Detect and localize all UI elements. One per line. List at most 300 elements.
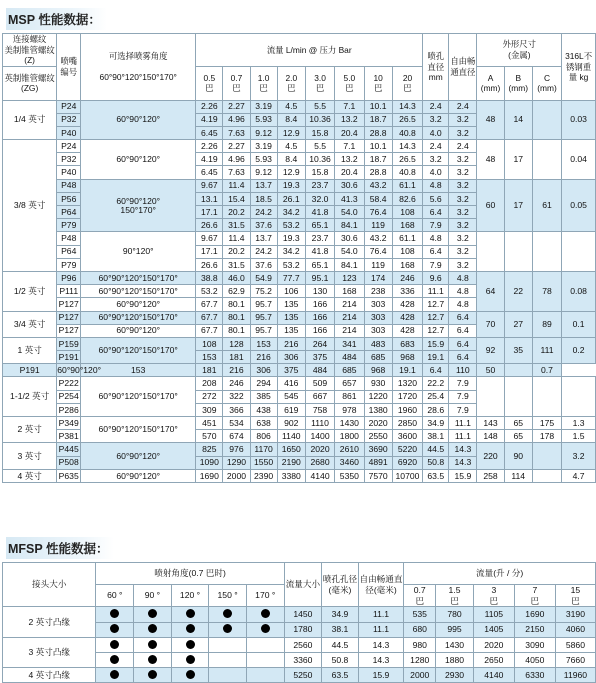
free-passage-diameter: 11.1: [449, 417, 477, 430]
flow-value: 9.12: [250, 126, 277, 139]
angle-availability-cell: [171, 668, 209, 683]
spray-angles: 60°90°120°: [57, 365, 102, 376]
nozzle-number: P159: [58, 338, 79, 349]
dimension-b: 27: [504, 311, 532, 337]
flow-value: 28.8: [364, 126, 392, 139]
orifice-diameter: 25.4: [423, 390, 449, 403]
connection-size-cell: [3, 469, 57, 482]
connection-size: 1-1/2 英寸: [10, 391, 50, 402]
mfsp-flow-value: 2650: [473, 653, 514, 668]
weight-value: 1.5: [562, 430, 596, 443]
weight-value: 3.2: [562, 443, 596, 469]
orifice-diameter: 22.2: [423, 377, 449, 390]
orifice-diameter: 4.0: [423, 126, 449, 139]
dimension-c: 78: [532, 271, 561, 311]
msp-col-free-passage: 自由畅通直径: [449, 34, 477, 101]
dimension-b: 14: [504, 100, 532, 140]
angle-availability-cell: [209, 668, 247, 683]
dimension-c: 61: [532, 179, 561, 232]
connection-size-cell: [3, 140, 57, 272]
angle-availability-cell: [134, 622, 172, 637]
orifice-diameter: 6.4: [423, 206, 449, 219]
spray-angles-cell: [81, 324, 196, 337]
flow-value: 8.4: [277, 153, 305, 166]
dimension-a: 148: [477, 430, 504, 443]
flow-value: 1430: [335, 417, 364, 430]
pressure-value: 2.0: [285, 72, 298, 83]
flow-value: 674: [223, 430, 250, 443]
flow-value: 26.5: [392, 153, 422, 166]
weight-value: [562, 232, 596, 272]
dimension-a: 143: [477, 417, 504, 430]
angle-availability-cell: [96, 653, 134, 668]
flow-value: 246: [223, 377, 250, 390]
pressure-unit: 巴: [403, 83, 412, 93]
mfsp-flow-size: 1450: [284, 607, 322, 622]
available-dot-icon: [186, 670, 195, 679]
flow-value: 11.4: [223, 179, 250, 192]
flow-value: 6.45: [196, 126, 223, 139]
msp-pressure-header: [250, 66, 277, 100]
spray-angles: 60°90°120°150°170°: [98, 312, 178, 323]
nozzle-number: P381: [58, 430, 79, 441]
dimension-a: 48: [477, 100, 504, 140]
nozzle-number: P32: [57, 113, 81, 126]
free-passage-diameter: 3.2: [449, 206, 477, 219]
msp-pressure-header: [196, 66, 223, 100]
free-passage-diameter: 6.4: [423, 364, 449, 377]
nozzle-number: P111: [57, 285, 81, 298]
mfsp-free-passage: 14.3: [358, 653, 404, 668]
flow-value: 5220: [392, 443, 422, 456]
available-dot-icon: [186, 640, 195, 649]
orifice-diameter: 7.9: [423, 219, 449, 232]
flow-value: 9.67: [196, 179, 223, 192]
mfsp-flow-value: 1430: [436, 637, 474, 652]
dimension-a: 110: [449, 364, 477, 377]
mfsp-col-free: 自由畅通直径(毫米): [358, 563, 404, 607]
dimension-b: 114: [504, 469, 532, 482]
flow-value: 168: [335, 285, 364, 298]
flow-value: 37.6: [250, 219, 277, 232]
orifice-diameter: 12.7: [423, 324, 449, 337]
flow-value: 451: [196, 417, 223, 430]
dimension-a: [477, 377, 504, 417]
msp-table-row: [3, 443, 596, 456]
flow-value: 306: [250, 364, 277, 377]
angle-availability-cell: [246, 653, 284, 668]
pressure-unit: 巴: [232, 83, 241, 93]
mfsp-flow-size: 5250: [284, 668, 322, 683]
spray-angles-cell: [81, 271, 196, 284]
available-dot-icon: [261, 624, 270, 633]
angle-availability-cell: [171, 637, 209, 652]
mfsp-connection-size: 3 英寸凸缘: [3, 637, 96, 667]
flow-value: 2000: [223, 469, 250, 482]
msp-section-title: MSP 性能数据：: [6, 8, 107, 30]
mfsp-col-connection: 接头大小: [3, 563, 96, 607]
flow-value: 5350: [335, 469, 364, 482]
flow-value: 80.1: [223, 311, 250, 324]
flow-value: 40.8: [392, 166, 422, 179]
dimension-b: [504, 377, 532, 417]
msp-pressure-header: [364, 66, 392, 100]
flow-value: 12.9: [277, 166, 305, 179]
flow-value: 181: [223, 351, 250, 364]
dimension-a: [477, 232, 504, 272]
nozzle-number: P349: [58, 417, 79, 428]
flow-value: 2190: [277, 456, 305, 469]
msp-table-row: [3, 417, 596, 430]
orifice-diameter: 7.9: [423, 258, 449, 271]
weight-value: 0.1: [562, 311, 596, 337]
flow-value: 130: [305, 285, 334, 298]
pressure-unit: 巴: [259, 83, 268, 93]
dim-letter: A: [487, 72, 494, 83]
dimension-a: 258: [477, 469, 504, 482]
nozzle-number: P96: [57, 271, 81, 284]
flow-value: 5.93: [250, 113, 277, 126]
flow-value: 2020: [305, 443, 334, 456]
flow-value: 54.9: [250, 271, 277, 284]
dimension-b: 65: [504, 417, 532, 430]
flow-value: 77.7: [277, 271, 305, 284]
dimension-a: 48: [477, 140, 504, 180]
flow-value: 95.7: [250, 324, 277, 337]
flow-value: 58.4: [364, 192, 392, 205]
weight-value: 1.3: [562, 417, 596, 430]
connection-size-cell: [3, 443, 57, 469]
msp-table-row: [3, 100, 596, 113]
flow-value: 1110: [305, 417, 334, 430]
mfsp-flow-value: 1880: [436, 653, 474, 668]
pressure-unit: 巴: [530, 595, 540, 606]
dimension-c: 178: [532, 430, 561, 443]
pressure-unit: 巴: [205, 83, 214, 93]
spray-angles-cell: [81, 232, 196, 272]
weight-value: 0.05: [562, 179, 596, 232]
dimension-a: 220: [477, 443, 504, 469]
flow-value: 13.1: [196, 192, 223, 205]
mfsp-orifice: 50.8: [322, 653, 358, 668]
flow-value: 2390: [250, 469, 277, 482]
flow-value: 428: [392, 311, 422, 324]
flow-value: 15.8: [305, 166, 334, 179]
available-dot-icon: [110, 609, 119, 618]
mfsp-flow-value: 4050: [514, 653, 555, 668]
connection-size: 2 英寸: [17, 424, 42, 435]
flow-value: 272: [196, 390, 223, 403]
flow-value: 2550: [364, 430, 392, 443]
flow-value: 20.4: [335, 166, 364, 179]
flow-value: 930: [364, 377, 392, 390]
free-passage-diameter: 6.4: [449, 351, 477, 364]
flow-value: 306: [277, 351, 305, 364]
mfsp-flow-value: 1690: [514, 607, 555, 622]
flow-value: 168: [392, 219, 422, 232]
mfsp-angle-header: 170 °: [246, 585, 284, 607]
mfsp-table-row: [3, 668, 596, 683]
flow-value: 15.8: [305, 126, 334, 139]
orifice-diameter: 5.6: [423, 192, 449, 205]
mfsp-flow-value: 6330: [514, 668, 555, 683]
free-passage-diameter: 3.2: [449, 192, 477, 205]
spray-angles: 60°90°120°: [116, 154, 161, 165]
flow-value: 5.5: [305, 100, 334, 113]
flow-value: 861: [335, 390, 364, 403]
mfsp-flow-value: 2000: [404, 668, 436, 683]
msp-table-row: [3, 179, 596, 192]
free-passage-diameter: 7.9: [449, 377, 477, 390]
orifice-diameter: 19.1: [423, 351, 449, 364]
mfsp-angle-header: 120 °: [171, 585, 209, 607]
orifice-diameter: 50.8: [423, 456, 449, 469]
nozzle-number: P127: [58, 299, 79, 310]
flow-value: 1290: [223, 456, 250, 469]
flow-value: 30.6: [335, 179, 364, 192]
flow-value: 53.2: [277, 219, 305, 232]
flow-value: 20.4: [335, 126, 364, 139]
flow-value: 23.7: [305, 232, 334, 245]
spray-angles-cell: [81, 469, 196, 482]
flow-value: 4.5: [277, 140, 305, 153]
flow-value: 32.0: [305, 192, 334, 205]
orifice-diameter: 11.1: [423, 285, 449, 298]
flow-value: 23.7: [305, 179, 334, 192]
flow-value: 484: [335, 351, 364, 364]
flow-value: 13.7: [250, 179, 277, 192]
flow-value: 108: [392, 245, 422, 258]
msp-col-uk-thread: 英制锥管螺纹(ZG): [3, 66, 57, 100]
mfsp-pressure-header: [404, 585, 436, 607]
flow-value: 375: [277, 364, 305, 377]
connection-size-cell: [3, 100, 57, 140]
available-dot-icon: [148, 655, 157, 664]
flow-value: 153: [250, 337, 277, 350]
flow-value: 216: [277, 337, 305, 350]
angle-availability-cell: [134, 668, 172, 683]
flow-value: 1800: [335, 430, 364, 443]
available-dot-icon: [186, 609, 195, 618]
flow-value: 19.3: [277, 232, 305, 245]
flow-value: 166: [305, 298, 334, 311]
free-passage-diameter: 3.2: [449, 113, 477, 126]
flow-value: 20.2: [223, 245, 250, 258]
dimension-b: 17: [504, 179, 532, 232]
orifice-diameter: 9.6: [423, 271, 449, 284]
flow-value: 41.3: [335, 192, 364, 205]
msp-dim-header: [504, 66, 532, 100]
flow-value: 322: [223, 390, 250, 403]
flow-value: 34.2: [277, 245, 305, 258]
pressure-value: 0.7: [230, 72, 243, 83]
flow-value: 214: [335, 311, 364, 324]
available-dot-icon: [186, 655, 195, 664]
pressure-value: 5.0: [343, 72, 356, 83]
pressure-value: 20: [402, 72, 413, 83]
flow-value: 375: [305, 351, 334, 364]
flow-value: 10.1: [364, 100, 392, 113]
flow-value: 82.6: [392, 192, 422, 205]
msp-table-row: [3, 140, 596, 153]
msp-table-row: [3, 232, 596, 245]
orifice-diameter: 4.0: [423, 166, 449, 179]
flow-value: 135: [277, 324, 305, 337]
pressure-value: 1.0: [257, 72, 270, 83]
pressure-unit: 巴: [489, 595, 499, 606]
flow-value: 95.7: [250, 298, 277, 311]
pressure-value: 3.0: [314, 72, 326, 83]
free-passage-diameter: 2.4: [449, 100, 477, 113]
flow-value: 303: [364, 298, 392, 311]
connection-size: 3/4 英寸: [13, 318, 46, 329]
flow-value: 5.5: [305, 140, 334, 153]
mfsp-flow-value: 780: [436, 607, 474, 622]
flow-value: 80.1: [223, 298, 250, 311]
free-passage-diameter: 3.2: [449, 126, 477, 139]
flow-value: 303: [364, 311, 392, 324]
flow-value: 174: [364, 271, 392, 284]
msp-col-dimensions: 外形尺寸 (金属): [477, 34, 562, 67]
flow-value: 166: [305, 324, 334, 337]
flow-value: 4.96: [223, 153, 250, 166]
dimension-c: 111: [532, 337, 561, 363]
connection-size: 1 英寸: [17, 345, 42, 356]
nozzle-number: P254: [58, 391, 79, 402]
orifice-diameter: 2.4: [423, 100, 449, 113]
mfsp-free-passage: 11.1: [358, 622, 404, 637]
flow-value: 18.7: [364, 153, 392, 166]
flow-value: 685: [335, 364, 364, 377]
flow-value: 264: [305, 337, 334, 350]
mfsp-flow-value: 3190: [555, 607, 595, 622]
free-passage-diameter: 14.3: [449, 456, 477, 469]
connection-size: 1/4 英寸: [13, 114, 46, 125]
flow-value: 14.3: [392, 100, 422, 113]
spray-angles: 60°90°120°: [116, 470, 161, 481]
flow-value: 61.1: [392, 232, 422, 245]
flow-value: 7570: [364, 469, 392, 482]
available-dot-icon: [110, 670, 119, 679]
flow-value: 1550: [250, 456, 277, 469]
flow-value: 26.6: [196, 219, 223, 232]
spray-angles: 60°90°120°: [116, 195, 161, 206]
angle-availability-cell: [246, 607, 284, 622]
flow-value: 7.1: [335, 140, 364, 153]
flow-value: 7.63: [223, 166, 250, 179]
flow-value: 76.4: [364, 245, 392, 258]
mfsp-col-flow: 流量(升 / 分): [404, 563, 596, 585]
angle-availability-cell: [171, 607, 209, 622]
pressure-unit: 巴: [345, 83, 354, 93]
flow-value: 26.6: [196, 258, 223, 271]
flow-value: 1220: [364, 390, 392, 403]
flow-value: 509: [305, 377, 334, 390]
mfsp-flow-value: 2020: [473, 637, 514, 652]
flow-value: 2.27: [223, 140, 250, 153]
available-dot-icon: [223, 624, 232, 633]
flow-value: 438: [250, 403, 277, 416]
flow-value: 1170: [250, 443, 277, 456]
flow-value: 76.4: [364, 206, 392, 219]
spray-angles: 60°90°120°: [116, 114, 161, 125]
mfsp-angle-header: 150 °: [209, 585, 247, 607]
spray-angles-cell: [81, 140, 196, 180]
mfsp-angle-header: 90 °: [134, 585, 172, 607]
pressure-value: 7: [532, 585, 538, 595]
flow-value: 26.5: [392, 113, 422, 126]
msp-pressure-header: [277, 66, 305, 100]
mfsp-flow-value: 2150: [514, 622, 555, 637]
spray-angles-cell: [81, 298, 196, 311]
flow-value: 75.2: [250, 285, 277, 298]
weight-value: 0.7: [532, 364, 561, 377]
angle-availability-cell: [209, 653, 247, 668]
nozzle-number: P191: [3, 364, 57, 377]
mfsp-performance-table: [2, 562, 596, 683]
flow-value: 13.7: [250, 232, 277, 245]
mfsp-flow-value: 680: [404, 622, 436, 637]
flow-value: 18.7: [364, 113, 392, 126]
spray-angles-cell: [57, 364, 102, 377]
spray-angles: 60°90°120°: [116, 450, 161, 461]
nozzle-number: P40: [57, 126, 81, 139]
flow-value: 1690: [196, 469, 223, 482]
flow-value: 84.1: [335, 258, 364, 271]
flow-value: 657: [335, 377, 364, 390]
flow-value: 153: [81, 364, 196, 377]
available-dot-icon: [110, 655, 119, 664]
pressure-value: 15: [570, 585, 581, 595]
available-dot-icon: [110, 624, 119, 633]
pressure-unit: 巴: [571, 595, 580, 606]
mfsp-connection-size: 4 英寸凸缘: [3, 668, 96, 683]
connection-size: 4 英寸: [17, 470, 42, 481]
connection-size: 3 英寸: [17, 450, 42, 461]
flow-value: 41.8: [305, 206, 334, 219]
flow-value: 4140: [305, 469, 334, 482]
available-dot-icon: [148, 640, 157, 649]
flow-value: 53.2: [277, 258, 305, 271]
flow-value: 4.96: [223, 113, 250, 126]
flow-value: 67.7: [196, 298, 223, 311]
mfsp-flow-value: 11960: [555, 668, 595, 683]
flow-value: 2850: [392, 417, 422, 430]
flow-value: 6920: [392, 456, 422, 469]
flow-value: 34.2: [277, 206, 305, 219]
msp-pressure-header: [392, 66, 422, 100]
mfsp-flow-value: 4140: [473, 668, 514, 683]
flow-value: 108: [196, 337, 223, 350]
flow-value: 14.3: [392, 140, 422, 153]
free-passage-diameter: 3.2: [449, 245, 477, 258]
angle-availability-cell: [96, 637, 134, 652]
flow-value: 135: [277, 311, 305, 324]
nozzle-number: P24: [57, 100, 81, 113]
orifice-diameter: 4.8: [423, 232, 449, 245]
dim-letter: C: [543, 72, 551, 83]
orifice-diameter: 19.1: [392, 364, 422, 377]
flow-value: 31.5: [223, 219, 250, 232]
flow-value: 119: [364, 258, 392, 271]
flow-value: 216: [250, 351, 277, 364]
angle-availability-cell: [246, 637, 284, 652]
flow-value: 12.9: [277, 126, 305, 139]
nozzle-number: P48: [57, 232, 81, 245]
flow-value: 4.5: [277, 100, 305, 113]
orifice-diameter: 12.7: [423, 298, 449, 311]
angle-availability-cell: [134, 607, 172, 622]
